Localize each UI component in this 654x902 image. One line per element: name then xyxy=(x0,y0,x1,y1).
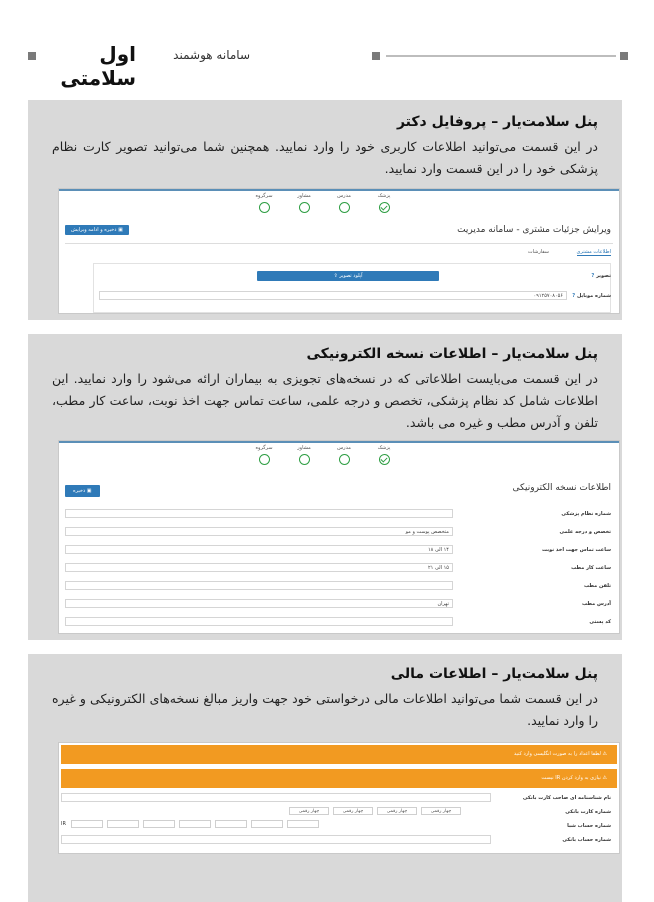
page-title: ویرایش جزئیات مشتری - سامانه مدیریت xyxy=(457,225,611,235)
iban-part[interactable] xyxy=(71,820,103,828)
step-doctor[interactable]: پزشک xyxy=(369,193,399,213)
screenshot-profile xyxy=(58,188,620,314)
field-label: شماره کارت بانکی xyxy=(565,809,611,815)
field-label: ساعت کار مطب xyxy=(571,565,611,571)
tab-orders[interactable]: سفارشات xyxy=(527,249,549,255)
circle-icon xyxy=(299,454,310,465)
section-title: پنل سلامت‌یار – پروفایل دکتر xyxy=(396,114,598,130)
step-teacher[interactable]: مدرس xyxy=(329,193,359,213)
circle-icon xyxy=(259,202,270,213)
field-label: ساعت تماس جهت اخذ نوبت xyxy=(541,547,611,553)
iban-part[interactable] xyxy=(179,820,211,828)
save-continue-button[interactable]: ▣ ذخیره و ادامه ویرایش xyxy=(65,225,129,235)
step-doctor[interactable]: پزشک xyxy=(369,445,399,465)
help-icon: ? xyxy=(591,273,595,279)
section-body: در این قسمت می‌بایست اطلاعاتی که در نسخه‌های تجویزی به بیماران ارائه می‌شود را وارد نمایید. این اطلاعات شامل کد نظام پزشکی، تخصص و درجه علمی، ساعت تماس جهت اخذ نوبت، ساعت کار مطب، تلفن و آدرس مطب و غیره می باشد. xyxy=(52,371,598,430)
section-title: پنل سلامت‌یار – اطلاعات نسخه الکترونیکی xyxy=(306,346,598,362)
field-label: آدرس مطب xyxy=(581,601,611,607)
alert-no-ir: ⚠ نیازی به وارد کردن IR نیست xyxy=(61,769,617,788)
alert-english-digits: ⚠ لطفا اعداد را به صورت انگلیسی وارد کنید xyxy=(61,745,617,764)
header-square-icon xyxy=(620,52,628,60)
card-part-2[interactable]: چهار رقمی xyxy=(377,807,417,815)
office-address-input[interactable]: تهران xyxy=(65,599,453,608)
field-label: شماره نظام پزشکی xyxy=(561,511,611,517)
section-financial xyxy=(28,654,622,902)
step-advisor[interactable]: مشاور xyxy=(289,193,319,213)
role-steps xyxy=(249,193,399,217)
iban-part[interactable] xyxy=(287,820,319,828)
section-body: در این قسمت شما می‌توانید اطلاعات مالی درخواستی خود جهت واریز مبالغ نسخه‌های الکترونیکی و غیره را وارد نمایید. xyxy=(52,691,598,728)
iban-part[interactable] xyxy=(251,820,283,828)
section-prescription xyxy=(28,334,622,640)
section-profile xyxy=(28,100,622,320)
screenshot-prescription xyxy=(58,440,620,634)
header-square-icon xyxy=(28,52,36,60)
iban-prefix: IR xyxy=(61,821,66,827)
top-bar xyxy=(59,441,619,443)
card-part-3[interactable]: چهار رقمی xyxy=(333,807,373,815)
field-label: شماره حساب شبا xyxy=(567,823,611,829)
header-subtitle: سامانه هوشمند xyxy=(173,48,250,62)
section-body: در این قسمت می‌توانید اطلاعات کاربری خود را وارد نمایید. همچنین شما می‌توانید تصویر کارت نظام پزشکی خود را در این قسمت وارد نمایید. xyxy=(52,139,598,176)
step-leader[interactable]: سرگروه xyxy=(249,193,279,213)
card-part-1[interactable]: چهار رقمی xyxy=(421,807,461,815)
field-label: تلفن مطب xyxy=(583,583,611,589)
circle-icon xyxy=(339,202,350,213)
circle-icon xyxy=(259,454,270,465)
postal-code-input[interactable] xyxy=(65,617,453,626)
check-circle-icon xyxy=(379,202,390,213)
specialty-input[interactable]: متخصص پوست و مو xyxy=(65,527,453,536)
header-divider xyxy=(386,55,616,57)
page-header xyxy=(28,40,628,90)
iban-part[interactable] xyxy=(215,820,247,828)
office-phone-input[interactable] xyxy=(65,581,453,590)
iban-part[interactable] xyxy=(143,820,175,828)
role-steps xyxy=(249,445,399,469)
upload-image-button[interactable]: آپلود تصویر ⇪ xyxy=(257,271,439,281)
image-label: تصویر ? xyxy=(591,273,611,279)
divider xyxy=(65,243,613,244)
save-button[interactable]: ▣ ذخیره xyxy=(65,485,100,497)
header-square-icon xyxy=(372,52,380,60)
card-holder-name-input[interactable] xyxy=(61,793,491,802)
medical-code-input[interactable] xyxy=(65,509,453,518)
check-circle-icon xyxy=(379,454,390,465)
card-part-4[interactable]: چهار رقمی xyxy=(289,807,329,815)
circle-icon xyxy=(339,454,350,465)
circle-icon xyxy=(299,202,310,213)
iban-part[interactable] xyxy=(107,820,139,828)
section-title: پنل سلامت‌یار – اطلاعات مالی xyxy=(390,666,598,682)
account-number-input[interactable] xyxy=(61,835,491,844)
office-hours-input[interactable]: ۱۵ الی ۲۱ xyxy=(65,563,453,572)
help-icon: ? xyxy=(572,293,576,299)
field-label: شماره حساب بانکی xyxy=(562,837,611,843)
field-label: تخصص و درجه علمی xyxy=(559,529,611,535)
step-leader[interactable]: سرگروه xyxy=(249,445,279,465)
appointment-hours-input[interactable]: ۱۴ الی ۱۸ xyxy=(65,545,453,554)
screenshot-financial xyxy=(58,742,620,854)
tab-customer-info[interactable]: اطلاعات مشتری xyxy=(576,249,611,255)
mobile-label: شماره موبایل ? xyxy=(572,293,611,299)
field-label: نام شناسنامه ای صاحب کارت بانکی xyxy=(522,795,611,801)
step-teacher[interactable]: مدرس xyxy=(329,445,359,465)
mobile-input[interactable]: ۰۹۱۲۵۷۰۸۰۵۶ xyxy=(99,291,567,300)
header-brand: اول سلامتی xyxy=(60,42,136,90)
top-bar xyxy=(59,189,619,191)
step-advisor[interactable]: مشاور xyxy=(289,445,319,465)
field-label: کد پستی xyxy=(589,619,611,625)
page-title: اطلاعات نسخه الکترونیکی xyxy=(512,483,611,493)
